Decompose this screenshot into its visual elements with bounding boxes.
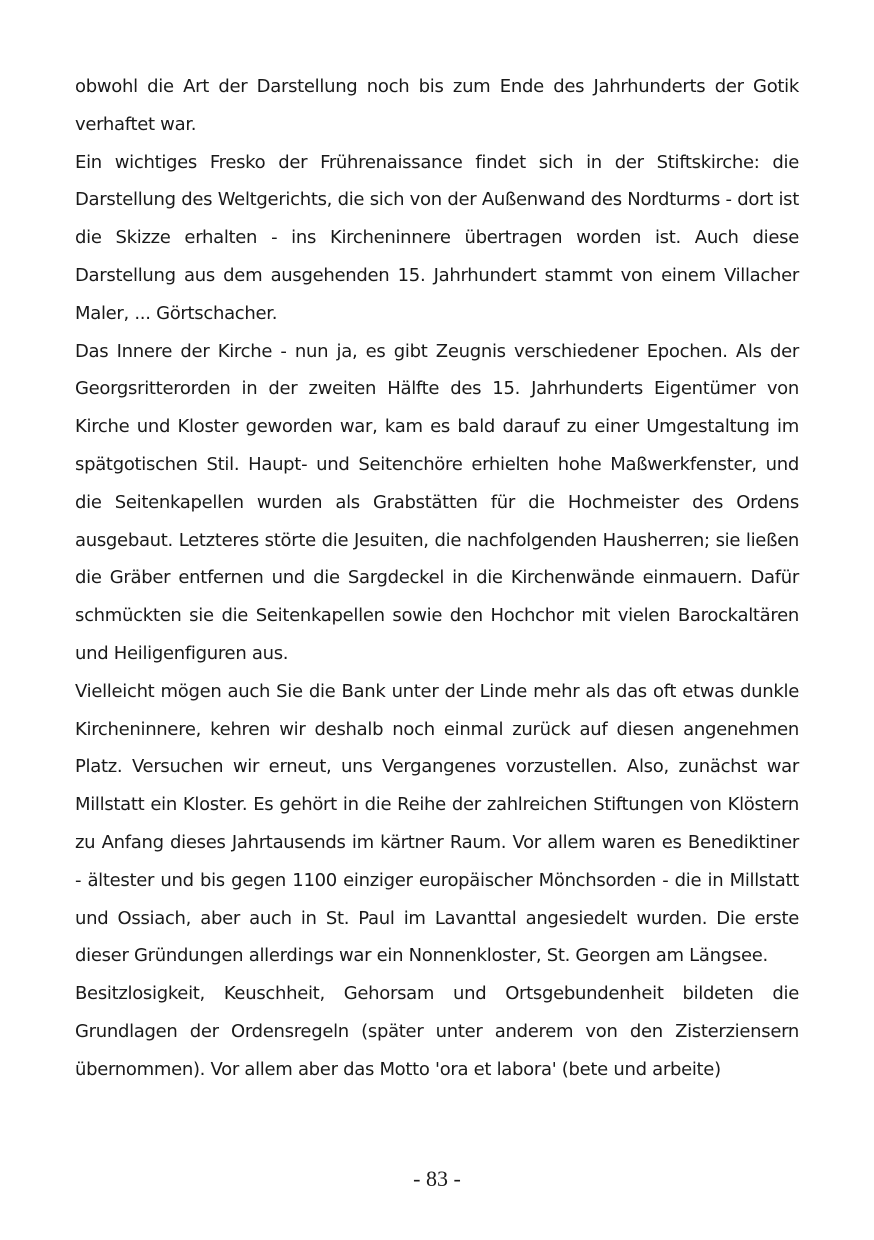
- paragraph: Vielleicht mögen auch Sie die Bank unter der Linde mehr als das oft etwas dunkle Kircheninnere, kehren wir deshalb noch einmal zurück auf diesen angenehmen Platz. Versuchen wir erneut, uns Vergangenes vorzustellen. Also, zunächst war Millstatt ein Kloster. Es gehört in die Reihe der zahlreichen Stiftungen von Klöstern zu Anfang dieses Jahrtausends im kärtner Raum. Vor allem waren es Benediktiner - ältester und bis gegen 1100 einziger europäischer Mönchsorden - die in Millstatt und Ossiach, aber auch in St. Paul im Lavanttal angesiedelt wurden. Die erste dieser Gründungen allerdings war ein Nonnenkloster, St. Georgen am Längsee.: [75, 680, 799, 967]
- paragraph: Besitzlosigkeit, Keuschheit, Gehorsam und Ortsgebundenheit bildeten die Grundlagen der Ordensregeln (später unter anderem von den Zisterziensern übernommen). Vor allem aber das Motto 'ora et labora' (bete und arbeite): [75, 983, 799, 1080]
- page-number: - 83 -: [413, 1166, 461, 1191]
- page-body: [75, 68, 799, 1089]
- paragraph: Das Innere der Kirche - nun ja, es gibt Zeugnis verschiedener Epochen. Als der Georgsritterorden in der zweiten Hälfte des 15. Jahrhunderts Eigentümer von Kirche und Kloster geworden war, kam es bald darauf zu einer Umgestaltung im spätgotischen Stil. Haupt- und Seitenchöre erhielten hohe Maßwerkfenster, und die Seitenkapellen wurden als Grabstätten für die Hochmeister des Ordens ausgebaut. Letzteres störte die Jesuiten, die nachfolgenden Hausherren; sie ließen die Gräber entfernen und die Sargdeckel in die Kirchenwände einmauern. Dafür schmückten sie die Seitenkapellen sowie den Hochchor mit vielen Barockaltären und Heiligenfiguren aus.: [75, 340, 799, 664]
- paragraph: Ein wichtiges Fresko der Frührenaissance findet sich in der Stiftskirche: die Darstellung des Weltgerichts, die sich von der Außenwand des Nordturms - dort ist die Skizze erhalten - ins Kircheninnere übertragen worden ist. Auch diese Darstellung aus dem ausgehenden 15. Jahrhundert stammt von einem Villacher Maler, ... Görtschacher.: [75, 151, 799, 324]
- paragraph: obwohl die Art der Darstellung noch bis zum Ende des Jahrhunderts der Gotik verhaftet war.: [75, 76, 799, 135]
